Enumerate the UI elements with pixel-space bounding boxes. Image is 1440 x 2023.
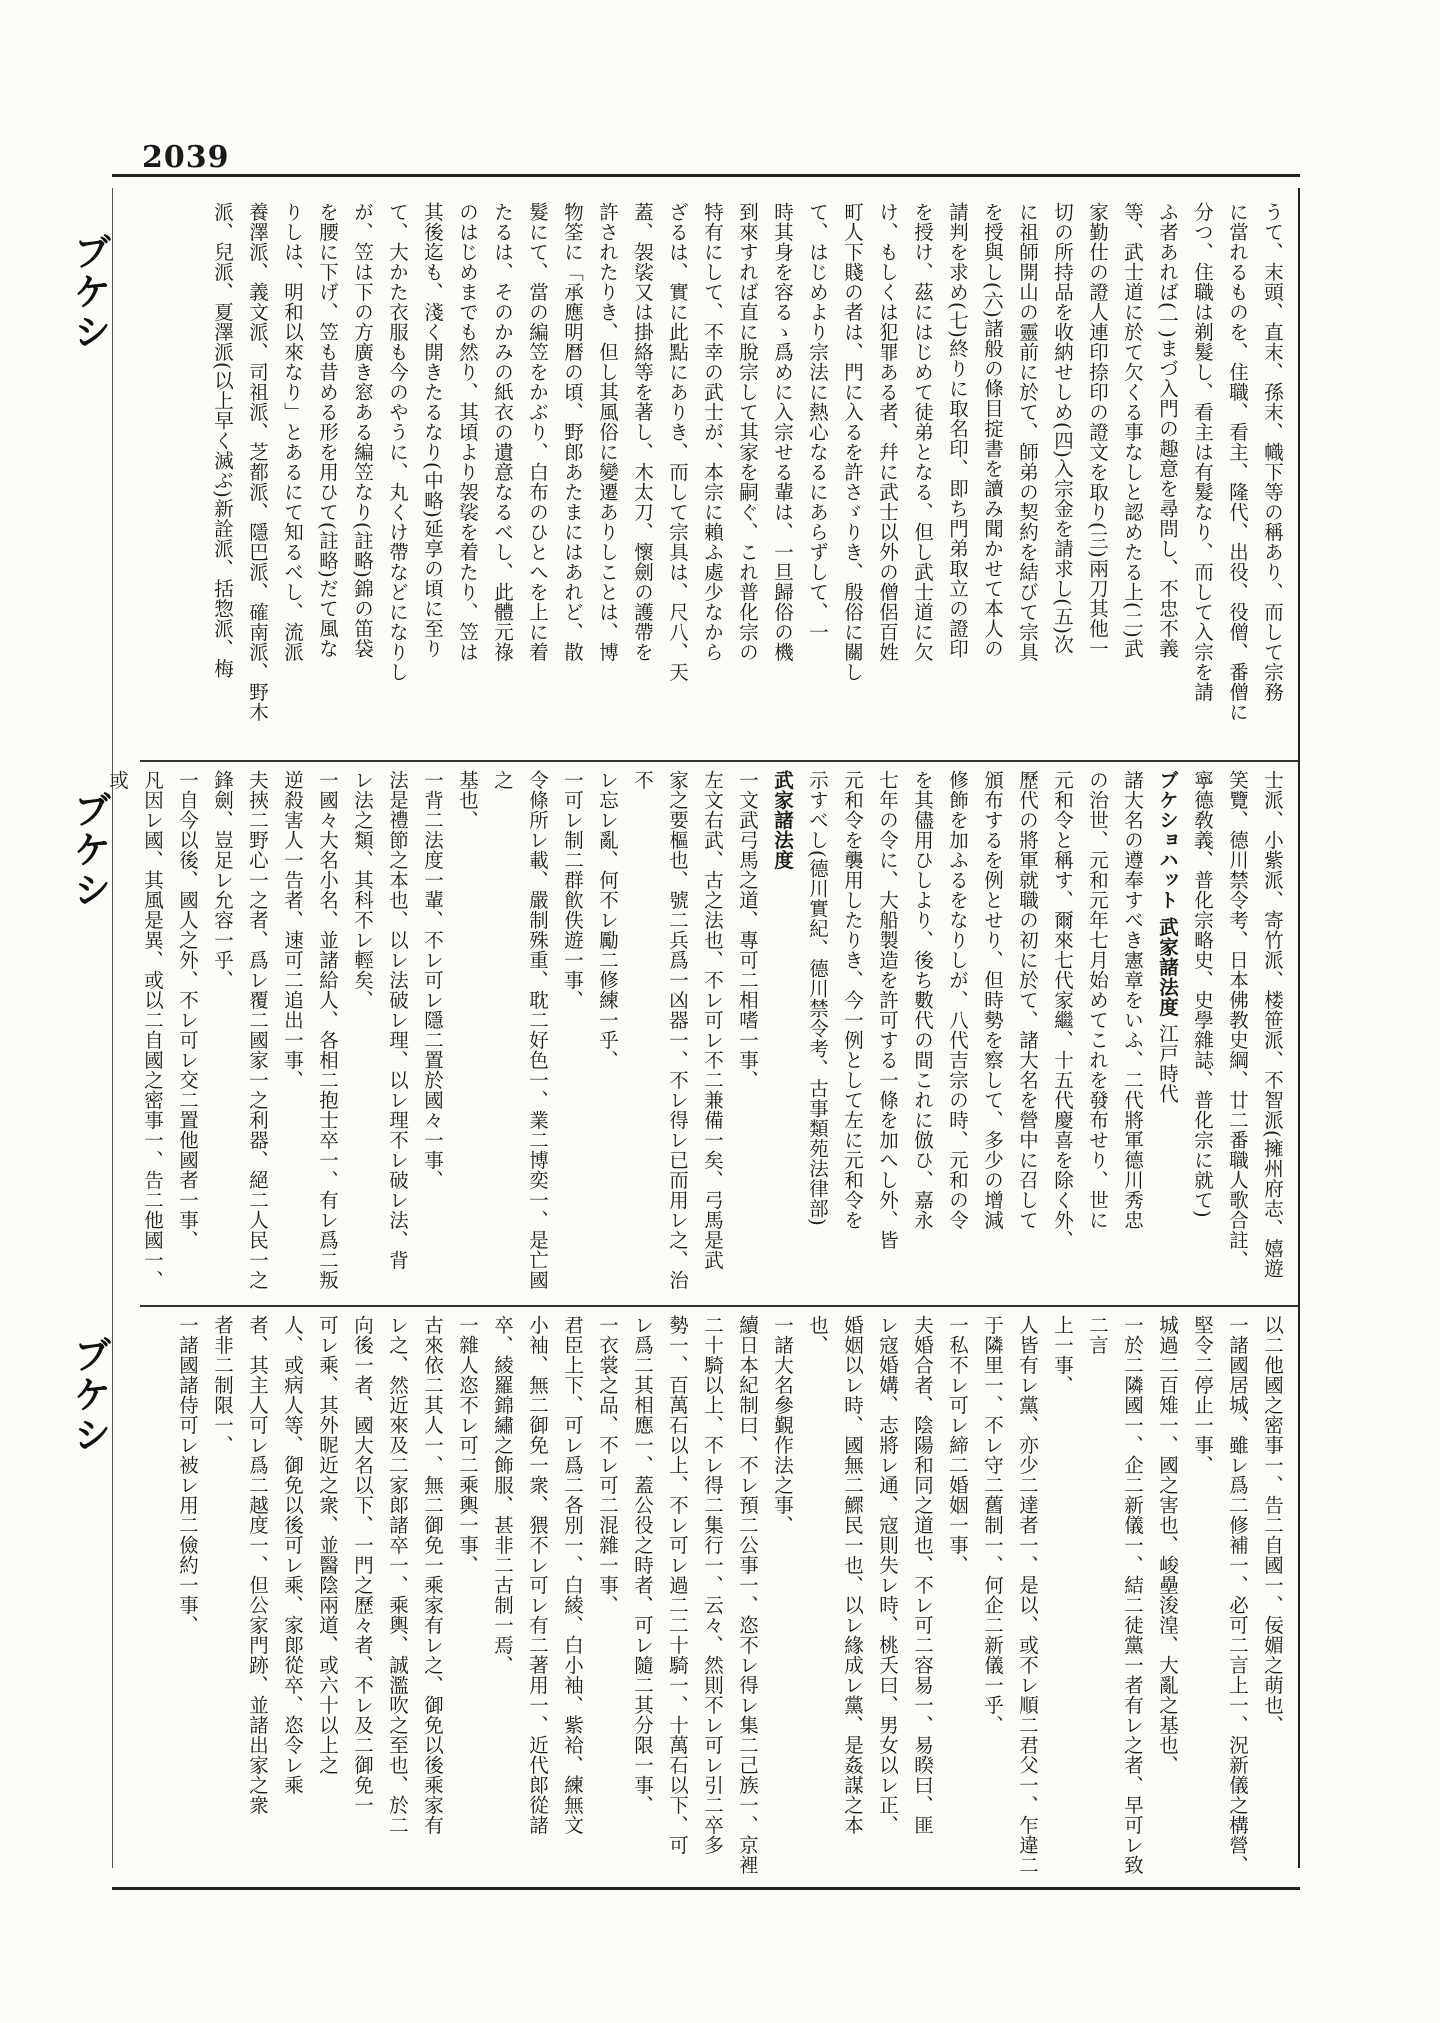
text-line: 養澤派、義文派、司祖派、芝都派、隱巴派、確南派、野木: [246, 202, 269, 722]
text-line: 蓋、袈裟又は掛絡等を著し、木太刀、懷劍の護帶を: [631, 202, 654, 662]
law-line: 凡因レ國、其風是異、或以二自國之密事一、告二他國一、或: [106, 770, 164, 1290]
law-line: 君臣上下、可レ爲二各別一、白綾、白小袖、紫袷、練無文: [561, 1315, 584, 1835]
law-line: 一國々大名小名、並諸給人、各相二抱士卒一、有レ爲二叛: [316, 770, 339, 1290]
law-line: 一諸大名參覲作法之事、: [771, 1315, 794, 1535]
law-line: 卒、綾羅錦繡之飾服、甚非二古制一焉、: [491, 1315, 514, 1675]
text-line: 元和令を襲用したりき、今一例として左に元和令を: [841, 770, 864, 1230]
law-line: 小袖、無二御免一衆、猥不レ可レ有二著用一、近代郞從諸: [526, 1315, 549, 1835]
margin-label-lower: ブケシ: [67, 1335, 111, 1455]
text-line: 家勤仕の證人連印捺印の證文を取り(三)兩刀其他一: [1086, 202, 1109, 659]
law-line: 法是禮節之本也、以レ法破レ理、以レ理不レ破レ法、背: [386, 770, 409, 1270]
band-divider-lower: [140, 1305, 1298, 1307]
law-line: レ寇婚媾、志將レ通、寇則失レ時、桃夭曰、男女以レ正、: [876, 1315, 899, 1835]
margin-label-middle: ブケシ: [67, 790, 111, 910]
law-line: 堅令二停止一事、: [1191, 1315, 1214, 1475]
text-line: 髮にて、當の編笠をかぶり、白布のひとへを上に着: [526, 202, 549, 662]
text-line: の治世、元和元年七月始めてこれを發布せり、世に: [1086, 770, 1109, 1230]
text-line: うて、末頭、直末、孫末、幟下等の稱あり、而して宗務: [1261, 202, 1284, 702]
text-line: 時其身を容るゝ爲めに入宗せる輩は、一旦歸俗の機: [771, 202, 794, 662]
intro-line: 士派、小紫派、寄竹派、楼笹派、不智派(擁州府志、嬉遊: [1261, 770, 1284, 1279]
text-line: に當れるものを、住職、看主、隆代、出役、役僧、番僧に: [1226, 202, 1249, 722]
text-line: 許されたりき、但し其風俗に變遷ありしことは、博: [596, 202, 619, 662]
law-line: 婚姻以レ時、國無二鰥民一也、以レ緣成レ黨、是姦謀之本: [841, 1315, 864, 1835]
law-line: 人、或病人等、御免以後可レ乘、家郞從卒、恣令レ乘: [281, 1315, 304, 1795]
text-line: 歷代の將軍就職の初に於て、諸大名を營中に召して: [1016, 770, 1039, 1230]
margin-label-upper: ブケシ: [67, 232, 111, 352]
text-line: を其儘用ひしより、後ち數代の間これに倣ひ、嘉永: [911, 770, 934, 1230]
law-line: 勢一、百萬石以上、不レ可レ過二二十騎一、十萬石以下、可: [666, 1315, 689, 1855]
text-line: 示すべし(德川實紀、德川禁令考、古事類苑法律部): [806, 770, 829, 1227]
law-line: 古來依二其人一、無二御免一乘家有レ之、御免以後乘家有: [421, 1315, 444, 1835]
law-line: レ忘レ亂、何不レ勵二修練一乎、: [596, 770, 619, 1070]
law-title: 武家諸法度: [771, 770, 794, 870]
text-line: 等、武士道に於て欠くる事なしと認めたる上(二)武: [1121, 202, 1144, 659]
text-line: 特有にして、不幸の武士が、本宗に賴ふ處少なから: [701, 202, 724, 662]
entry-heading-era: 江戸時代: [1156, 1023, 1179, 1104]
law-line: 上一事、: [1051, 1315, 1074, 1395]
text-line: 分つ、住職は剃髮し、看主は有髮なり、而して入宗を請: [1191, 202, 1214, 702]
law-line: 左文右武、古之法也、不レ可レ不二兼備一矣、弓馬是武: [701, 770, 724, 1270]
text-line: 切の所持品を收納せしめ(四)入宗金を請求し(五)次: [1051, 202, 1074, 655]
text-line: が、笠は下の方廣き窓ある編笠なり(註略)錦の笛袋: [351, 202, 374, 659]
law-line: レ法之類、其科不レ輕矣、: [351, 770, 374, 1010]
law-line: 令條所レ載、嚴制殊重、耽二好色一、業二博奕一、是亡國之: [491, 770, 549, 1290]
text-line: 町人下賤の者は、門に入るを許さゞりき、殷俗に關し: [841, 202, 864, 682]
text-line: たるは、そのかみの紙衣の遺意なるべし、此體元祿: [491, 202, 514, 662]
upper-text-block: [190, 202, 1290, 754]
text-line: 到來すれば直に脫宗して其家を嗣ぐ、これ普化宗の: [736, 202, 759, 662]
law-line: 家之要樞也、號二兵爲一凶器一、不レ得レ已而用レ之、治不: [631, 770, 689, 1290]
text-line: て、大かた衣服も今のやうに、丸くけ帶などになりし: [386, 202, 409, 682]
text-line: 請判を求め(七)終りに取名印、即ち門弟取立の證印: [946, 202, 969, 659]
intro-line: 寧德敎義、普化宗略史、史學雜誌、普化宗に就て): [1191, 770, 1214, 1219]
law-line: 夫婚合者、陰陽和同之道也、不レ可二容易一、易睽曰、匪: [911, 1315, 934, 1835]
law-line: 二十騎以上、不レ得二集行一、云々、然則不レ可レ引二卒多: [701, 1315, 724, 1855]
frame-right-rule: [1298, 188, 1300, 1868]
text-line: ふ者あれば(一)まづ入門の趣意を尋問し、不忠不義: [1156, 202, 1179, 659]
law-line: 一背二法度一輩、不レ可レ隱二置於國々一事、: [421, 770, 444, 1190]
text-line: 頒布するを例とせり、但時勢を察して、多少の增減: [981, 770, 1004, 1230]
law-line: 夫挾二野心一之者、爲レ覆二國家一之利器、絕二人民一之: [246, 770, 269, 1290]
entry-heading: [1150, 770, 1185, 1300]
law-line: レ之、然近來及二家郞諸卒一、乘輿、誠濫吹之至也、於二: [386, 1315, 409, 1835]
text-line: に祖師開山の靈前に於て、師弟の契約を結びて宗具: [1016, 202, 1039, 662]
text-line: 物筌に「承應明暦の頃、野郎あたまにはあれど、散: [561, 202, 584, 662]
text-line: を授與し(六)諸般の條目掟書を讀み聞かせて本人の: [981, 202, 1004, 659]
intro-line: 笑覽、德川禁令考、日本佛教史綱、廿二番職人歌合註、: [1226, 770, 1249, 1270]
law-line: 人皆有レ黨、亦少二達者一、是以、或不レ順二君父一、乍違二: [1016, 1315, 1039, 1875]
law-line: 也、: [806, 1315, 829, 1355]
entry-heading-subtitle: 武家諸法度: [1156, 916, 1179, 1017]
law-line: 向後一者、國大名以下、一門之歷々者、不レ及二御免一: [351, 1315, 374, 1815]
middle-text-block: [106, 770, 1290, 1300]
law-line: 鋒劍、豈足レ允容一乎、: [211, 770, 234, 990]
text-line: りしは、明和以來なり」とあるにて知るべし、流派: [281, 202, 304, 662]
law-line: 一衣裳之品、不レ可二混雜一事、: [596, 1315, 619, 1615]
law-line: 可レ乘、其外昵近之衆、並醫陰兩道、或六十以上之: [316, 1315, 339, 1775]
law-line: 者、其主人可レ爲二越度一、但公家門跡、並諸出家之衆: [246, 1315, 269, 1815]
law-line: 一於二隣國一、企二新儀一、結二徒黨一者有レ之者、早可レ致二言: [1086, 1315, 1144, 1875]
text-line: 其後迄も、淺く開きたるなり(中略)延享の頃に至り: [421, 202, 444, 659]
text-line: ざるは、實に此點にありき、而して宗具は、尺八、天: [666, 202, 689, 682]
law-line: 一文武弓馬之道、專可二相嗜一事、: [736, 770, 759, 1090]
law-line: 于隣里一、不レ守二舊制一、何企二新儀一乎、: [981, 1315, 1004, 1735]
text-line: 諸大名の遵奉すべき憲章をいふ、二代將軍德川秀忠: [1121, 770, 1144, 1230]
page-number: 2039: [142, 140, 230, 175]
law-line: 基也、: [456, 770, 479, 830]
law-line: 續日本紀制曰、不レ預二公事一、恣不レ得レ集二己族一、京裡: [736, 1315, 759, 1875]
law-line: 一可レ制二群飮佚遊一事、: [561, 770, 584, 1010]
text-line: 派、兒派、夏澤派(以上早く滅ぶ)新詮派、括惣派、梅: [211, 202, 234, 679]
text-line: を腰に下げ、笠も昔める形を用ひて(註略)だて風な: [316, 202, 339, 659]
law-line: 城過二百雉一、國之害也、峻壘浚湟、大亂之基也、: [1156, 1315, 1179, 1775]
lower-text-block: [140, 1315, 1290, 1875]
law-line: 一私不レ可レ締二婚姻一事、: [946, 1315, 969, 1575]
law-line: 逆殺害人一告者、速可二追出一事、: [281, 770, 304, 1090]
text-line: て、はじめより宗法に熱心なるにあらずして、一: [806, 202, 829, 642]
entry-heading-title: ブケショハット: [1156, 770, 1179, 910]
law-line: 一諸國居城、雖レ爲二修補一、必可二言上一、況新儀之構營、: [1226, 1315, 1249, 1875]
law-line: 一自今以後、國人之外、不レ可レ交二置他國者一事、: [176, 770, 199, 1250]
text-line: 七年の令に、大船製造を許可する一條を加へし外、皆: [876, 770, 899, 1250]
text-line: を授け、茲にはじめて徒弟となる、但し武士道に欠: [911, 202, 934, 662]
text-line: のはじめまでも然り、其頃より袈裟を着たり、笠は: [456, 202, 479, 662]
band-divider-upper: [140, 760, 1298, 762]
law-line: 一諸國諸侍可レ被レ用二儉約一事、: [176, 1315, 199, 1635]
law-line: 一雜人恣不レ可二乘輿一事、: [456, 1315, 479, 1575]
law-line: 以二他國之密事一、告二自國一、佞媚之萌也、: [1261, 1315, 1284, 1735]
law-line: レ爲二其相應一、蓋公役之時者、可レ隨二其分限一事、: [631, 1315, 654, 1815]
law-line: 者非二制限一、: [211, 1315, 234, 1455]
text-line: 修飾を加ふるをなりしが、八代吉宗の時、元和の令: [946, 770, 969, 1230]
text-line: 元和令と稱す、爾來七代家繼、十五代慶喜を除く外、: [1051, 770, 1074, 1250]
text-line: け、もしくは犯罪ある者、幷に武士以外の僧侶百姓: [876, 202, 899, 662]
